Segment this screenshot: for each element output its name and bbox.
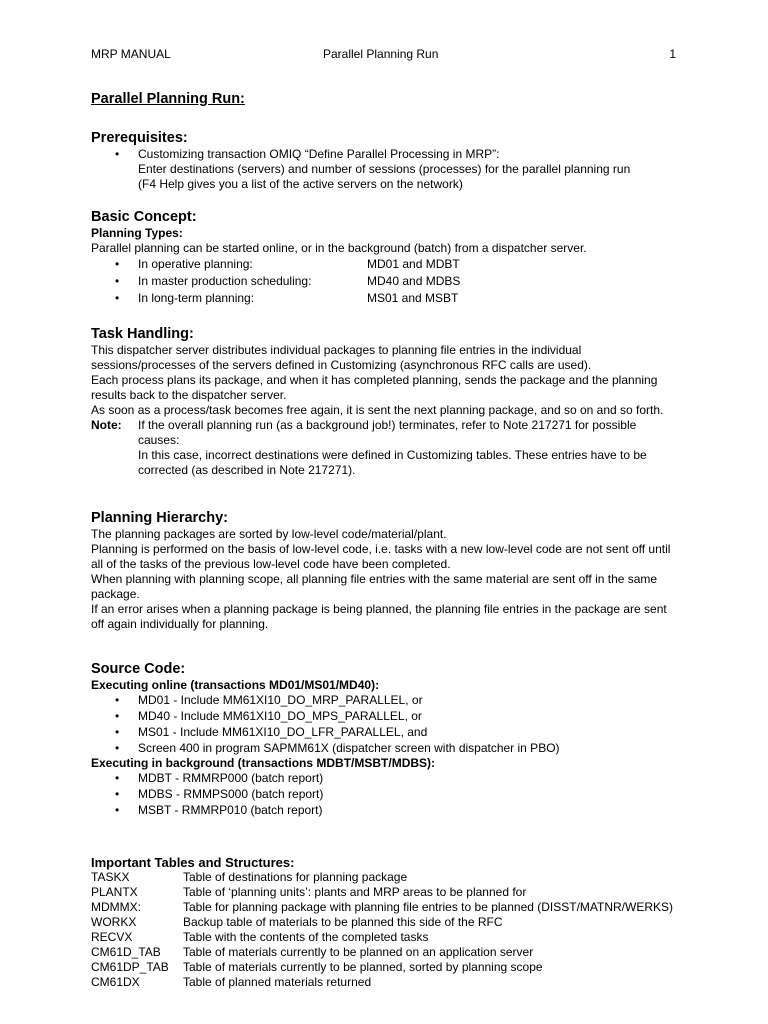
list-item: • In operative planning: MD01 and MDBT [91,257,676,272]
header-page-number: 1 [669,47,676,61]
table-row: RECVX Table with the contents of the completed tasks [91,930,429,944]
list-item: • Screen 400 in program SAPMM61X (dispatcher screen with dispatcher in PBO) [91,741,676,756]
list-item: • Customizing transaction OMIQ “Define Parallel Processing in MRP”: Enter destinations (servers) and number of sessions (processes) for the parallel planning run (F4 Help gives you a list of the active servers on the network) [91,147,676,192]
header-chapter-title: Parallel Planning Run [323,47,439,61]
task-handling-heading: Task Handling: [91,326,194,342]
page-title: Parallel Planning Run: [91,91,245,107]
list-item: • MD01 - Include MM61XI10_DO_MRP_PARALLEL, or [91,693,676,708]
planning-hierarchy-paragraph: If an error arises when a planning package is being planned, the planning file entries in the package are sent off again individually for planning. [91,602,667,631]
note-label: Note: [91,418,122,432]
basic-concept-heading: Basic Concept: [91,209,197,225]
list-item: • MDBS - RMMPS000 (batch report) [91,787,676,802]
table-row: TASKX Table of destinations for planning package [91,870,408,884]
section-tables [91,855,676,990]
basic-concept-intro: Parallel planning can be started online, or in the background (batch) from a dispatcher server. [91,241,587,255]
section-prerequisites [91,129,676,192]
list-item: • MDBT - RMMRP000 (batch report) [91,771,676,786]
section-planning-hierarchy [91,509,676,632]
online-subheading: Executing online (transactions MD01/MS01/MD40): [91,678,380,692]
table-row: CM61DP_TAB Table of materials currently to be planned, sorted by planning scope [91,960,543,974]
task-handling-paragraph: Each process plans its package, and when it has completed planning, sends the package and the planning results back to the dispatcher server. [91,373,658,402]
section-source-code [91,660,676,818]
tables-heading: Important Tables and Structures: [91,855,295,870]
task-handling-paragraph: As soon as a process/task becomes free again, it is sent the next planning package, and so on and so forth. [91,403,664,417]
task-handling-paragraph: This dispatcher server distributes individual packages to planning file entries in the individual sessions/processes of the servers defined in Customizing (asynchronous RFC calls are used). [91,343,592,372]
planning-hierarchy-heading: Planning Hierarchy: [91,510,228,526]
planning-hierarchy-paragraph: Planning is performed on the basis of low-level code, i.e. tasks with a new low-level code are not sent off until all of the tasks of the previous low-level code have been completed. [91,542,671,571]
list-item: • MS01 - Include MM61XI10_DO_LFR_PARALLEL, and [91,725,676,740]
running-header [91,47,676,63]
section-task-handling [91,325,676,478]
list-item: • MD40 - Include MM61XI10_DO_MPS_PARALLEL, or [91,709,676,724]
source-code-heading: Source Code: [91,661,186,677]
table-row: CM61D_TAB Table of materials currently to be planned on an application server [91,945,534,959]
table-row: MDMMX: Table for planning package with planning file entries to be planned (DISST/MATNR/WERKS) [91,900,674,914]
planning-hierarchy-paragraph: The planning packages are sorted by low-level code/material/plant. [91,527,447,541]
online-list [91,693,676,756]
table-row: WORKX Backup table of materials to be planned this side of the RFC [91,915,503,929]
list-item: • In long-term planning: MS01 and MSBT [91,291,676,306]
list-item: • In master production scheduling: MD40 and MDBS [91,274,676,289]
prerequisites-heading: Prerequisites: [91,130,188,146]
planning-types-subheading: Planning Types: [91,226,183,240]
list-item: • MSBT - RMMRP010 (batch report) [91,803,676,818]
planning-types-list [91,257,676,306]
prerequisites-list [91,147,676,192]
background-list [91,771,676,818]
section-basic-concept [91,208,676,306]
header-manual-name: MRP MANUAL [91,47,171,61]
table-row: CM61DX Table of planned materials returned [91,975,372,989]
note-block: Note: If the overall planning run (as a background job!) terminates, refer to Note 217271 for possible causes: In this case, incorrect destinations were defined in Customizing tables. These entries have to be corrected (as described in Note 217271). [91,418,647,477]
background-subheading: Executing in background (transactions MDBT/MSBT/MDBS): [91,756,436,770]
planning-hierarchy-paragraph: When planning with planning scope, all planning file entries with the same material are sent off in the same package. [91,572,658,601]
table-row: PLANTX Table of ‘planning units’: plants and MRP areas to be planned for [91,885,527,899]
